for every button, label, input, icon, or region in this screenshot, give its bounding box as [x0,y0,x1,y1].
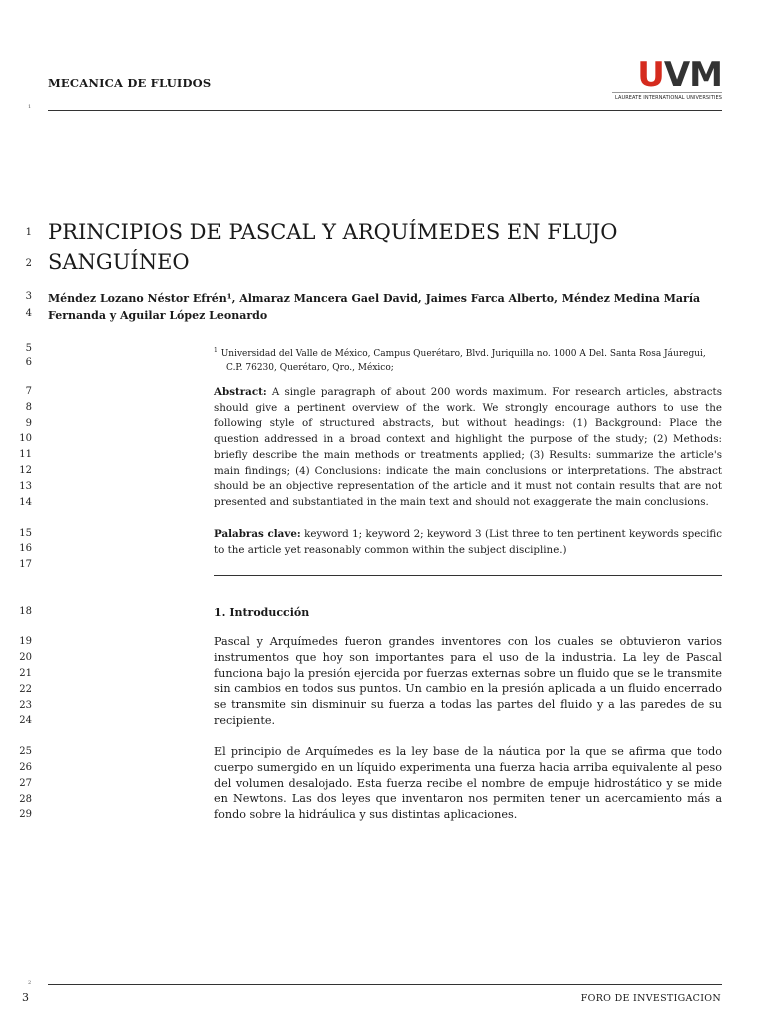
line-number: 13 [19,481,32,492]
line-number: 1 [25,227,32,238]
line-number: 6 [25,357,32,368]
line-number: 28 [19,794,32,805]
footer-small-mark: 2 [28,980,32,986]
abstract [214,385,722,511]
title-line: SANGUÍNEO [48,250,190,274]
line-number: 21 [19,668,32,679]
keywords-label: Palabras clave: [214,528,301,540]
affiliation [214,344,724,375]
line-number: 4 [25,308,32,319]
paper-title [48,217,728,277]
section-heading: 1. Introducción [214,606,310,619]
affiliation-line: C.P. 76230, Querétaro, Qro., México; [226,363,394,373]
line-number: 10 [19,433,32,444]
footer-rule [48,984,722,985]
abstract-rule [214,575,722,576]
logo-letters-vm: VM [663,55,722,95]
line-number: 25 [19,746,32,757]
author-list [48,290,728,324]
line-number: 17 [19,559,32,570]
authors-line: Méndez Lozano Néstor Efrén¹, Almaraz Mancera Gael David, Jaimes Farca Alberto, Méndez Medina María [48,292,701,305]
abstract-text: A single paragraph of about 200 words maximum. For research articles, abstracts should give a pertinent overview of the work. We strongly encourage authors to use the following style of structured abstracts, but without headings: (1) Background: Place the question addressed in a broad context and highlight the purpose of the study; (2) Methods: briefly describe the main methods or treatments applied; (3) Results: summarize the article's main findings; (4) Conclusions: indicate the main conclusions or interpretations. The abstract should be an objective representation of the article and it must not contain results that are not presented and substantiated in the main text and should not exaggerate the main conclusions. [214,386,722,508]
title-line: PRINCIPIOS DE PASCAL Y ARQUÍMEDES EN FLUJO [48,220,618,244]
line-number: 22 [19,684,32,695]
body-paragraph: Pascal y Arquímedes fueron grandes inventores con los cuales se obtuvieron varios instrumentos que hoy son importantes para el uso de la industria. La ley de Pascal funciona bajo la presión ejercida por fuerzas externas sobre un fluido que se le transmite sin cambios en todos sus puntos. Un cambio en la presión aplicada a un fluido encerrado se transmite sin disminuir su fuerza a todas las partes del fluido y a las paredes de su recipiente. [214,635,722,727]
affiliation-marker: 1 [214,347,218,354]
running-header-course: MECANICA DE FLUIDOS [48,76,212,90]
affiliation-line: Universidad del Valle de México, Campus Querétaro, Blvd. Juriquilla no. 1000 A Del. Santa Rosa Jáuregui, [220,349,706,359]
line-number: 16 [19,543,32,554]
header-small-mark: 1 [28,104,32,110]
line-number: 8 [25,402,32,413]
authors-line: Fernanda y Aguilar López Leonardo [48,309,268,322]
keywords-text: keyword 1; keyword 2; keyword 3 (List three to ten pertinent keywords specific to the article yet reasonably common within the subject discipline.) [214,528,722,556]
header-rule [48,110,722,111]
line-number: 5 [25,343,32,354]
line-number: 29 [19,809,32,820]
keywords [214,527,722,558]
page-number: 3 [22,991,29,1004]
abstract-label: Abstract: [214,386,267,398]
line-number: 12 [19,465,32,476]
line-number: 26 [19,762,32,773]
line-number: 7 [25,386,32,397]
line-number: 23 [19,700,32,711]
running-footer: FORO DE INVESTIGACION [580,993,721,1004]
logo-subtitle: LAUREATE INTERNATIONAL UNIVERSITIES [612,92,722,101]
body-paragraph: El principio de Arquímedes es la ley base de la náutica por la que se afirma que todo cuerpo sumergido en un líquido experimenta una fuerza hacia arriba equivalente al peso del volumen desalojado. Esta fuerza recibe el nombre de empuje hidrostático y se mide en Newtons. Las dos leyes que inventaron nos permiten tener un acercamiento más a fondo sobre la hidráulica y sus distintas aplicaciones. [214,745,722,822]
line-number: 19 [19,636,32,647]
line-number: 18 [19,606,32,617]
line-number: 14 [19,497,32,508]
line-number: 20 [19,652,32,663]
line-number: 11 [19,449,32,460]
line-number: 24 [19,715,32,726]
line-number: 9 [25,418,32,429]
uvm-logo [612,55,722,101]
logo-letter-u: U [637,55,664,95]
line-number: 15 [19,528,32,539]
line-number: 27 [19,778,32,789]
line-number: 3 [25,291,32,302]
line-number: 2 [25,258,32,269]
